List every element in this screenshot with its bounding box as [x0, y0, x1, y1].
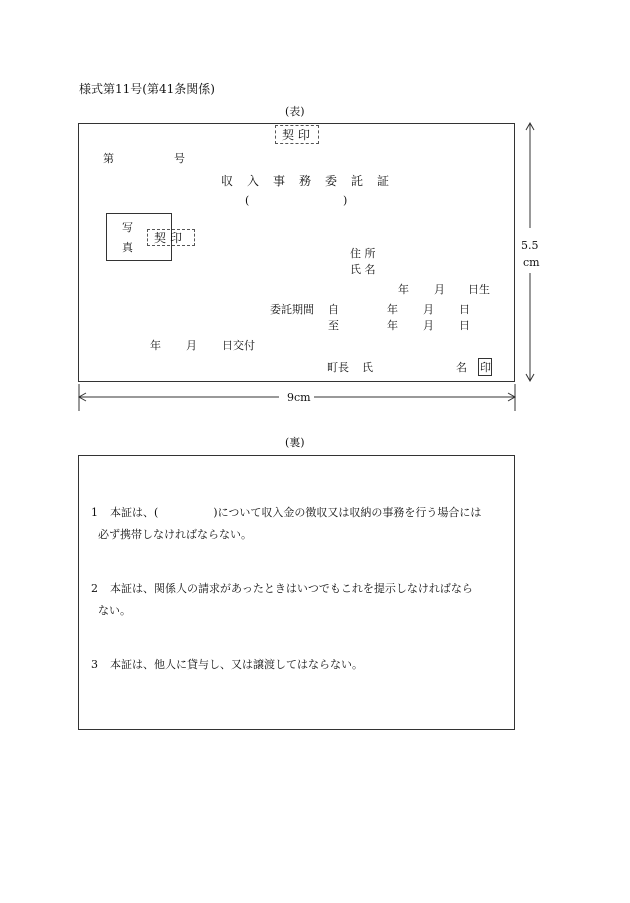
front-heading: (表) [285, 105, 305, 118]
note-1-line1: 本証は、( )について収入金の徴収又は収納の事務を行う場合には [110, 506, 482, 519]
period-from-year: 年 [387, 303, 398, 316]
number-prefix: 第 [103, 152, 114, 165]
mayor-seal [478, 358, 492, 376]
issue-year: 年 [150, 339, 161, 352]
photo-seal-label: 契 印 [154, 231, 182, 245]
form-title: 様式第11号(第41条関係) [79, 82, 215, 96]
address-label: 住 所 [350, 247, 376, 260]
back-heading: (裏) [285, 436, 305, 449]
mayor-shi: 氏 [362, 361, 373, 374]
paren-open: ( [245, 194, 250, 207]
mayor-mei: 名 [456, 361, 467, 374]
birth-year: 年 [398, 283, 409, 296]
photo-seal [147, 229, 195, 246]
top-seal-label: 契 印 [282, 128, 310, 142]
period-label: 委託期間 [270, 303, 314, 316]
top-seal [275, 125, 319, 144]
note-3-number: 3 [91, 658, 98, 671]
mayor-label: 町長 [327, 361, 349, 374]
note-2-number: 2 [91, 582, 98, 595]
name-label: 氏 名 [350, 263, 376, 276]
number-suffix: 号 [174, 152, 185, 165]
height-unit: cm [523, 256, 540, 269]
note-1-number: 1 [91, 506, 98, 519]
height-value: 5.5 [521, 239, 539, 252]
birth-month: 月 [434, 283, 445, 296]
photo-label-1: 写 [122, 221, 133, 234]
issue-month: 月 [186, 339, 197, 352]
note-1-line2: 必ず携帯しなければならない。 [98, 528, 252, 541]
birth-day: 日生 [468, 283, 490, 296]
note-2-line2: ない。 [98, 604, 131, 617]
issue-day: 日交付 [222, 339, 255, 352]
period-to-day: 日 [459, 319, 470, 332]
period-to-month: 月 [423, 319, 434, 332]
photo-label-2: 真 [122, 241, 133, 254]
period-from: 自 [328, 303, 339, 316]
period-to-year: 年 [387, 319, 398, 332]
note-3-line1: 本証は、他人に貸与し、又は譲渡してはならない。 [110, 658, 363, 671]
height-dimension [520, 118, 540, 388]
period-from-day: 日 [459, 303, 470, 316]
period-to: 至 [328, 319, 339, 332]
period-from-month: 月 [423, 303, 434, 316]
paren-close: ) [343, 194, 348, 207]
certificate-title: 収入事務委託証 [221, 174, 404, 188]
mayor-seal-label: 印 [480, 361, 491, 374]
width-label: 9cm [287, 391, 311, 404]
note-2-line1: 本証は、関係人の請求があったときはいつでもこれを提示しなければなら [110, 582, 473, 595]
